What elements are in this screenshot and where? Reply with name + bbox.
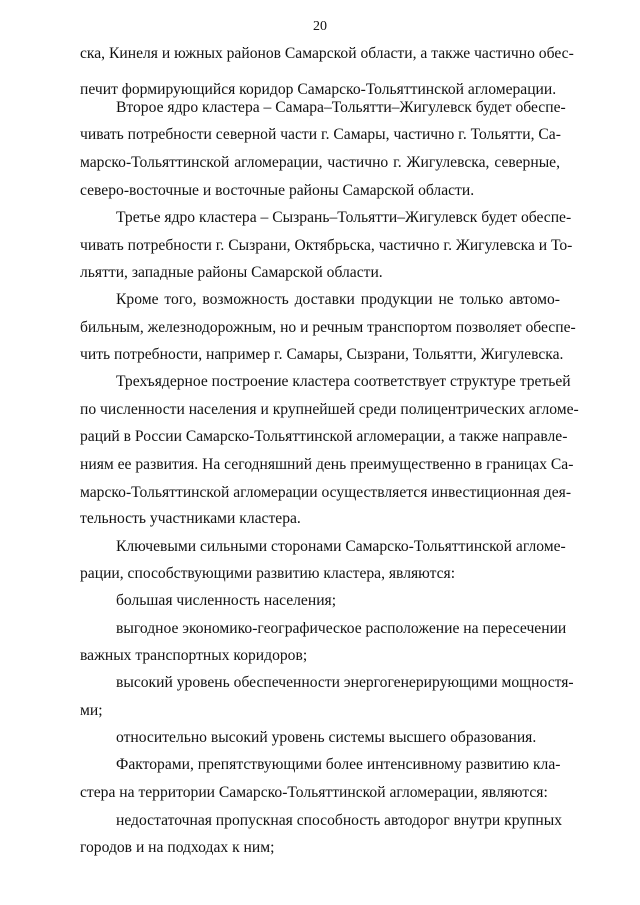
list-item: относительно высокий уровень системы высшего образования. xyxy=(116,729,537,746)
text-line: рации, способствующими развитию кластера, являются: xyxy=(80,565,456,582)
text-line: ска, Кинеля и южных районов Самарской области, а также частично обес- xyxy=(80,45,574,62)
text-line: Ключевыми сильными сторонами Самарско-Тольяттинской агломе- xyxy=(116,538,566,555)
text-line: ниям ее развития. На сегодняшний день преимущественно в границах Са- xyxy=(80,456,574,473)
text-line: марско-Тольяттинской агломерации осуществляется инвестиционная дея- xyxy=(80,484,572,501)
text-line: ми; xyxy=(80,702,103,719)
list-item: недостаточная пропускная способность автодорог внутри крупных xyxy=(116,812,563,829)
text-line: чивать потребности г. Сызрани, Октябрьска, частично г. Жигулевска и То- xyxy=(80,237,573,254)
page-number: 20 xyxy=(313,19,327,34)
text-line: чивать потребности северной части г. Самары, частично г. Тольятти, Са- xyxy=(80,126,561,143)
list-item: большая численность населения; xyxy=(116,592,337,609)
text-line: важных транспортных коридоров; xyxy=(80,647,308,664)
text-line: бильным, железнодорожным, но и речным транспортом позволяет обеспе- xyxy=(80,319,576,336)
text-line: чить потребности, например г. Самары, Сызрани, Тольятти, Жигулевска. xyxy=(80,346,564,363)
text-line: печит формирующийся коридор Самарско-Тольяттинской агломерации. xyxy=(80,81,557,98)
text-line: раций в России Самарско-Тольяттинской агломерации, а также направле- xyxy=(80,428,568,445)
text-line: стера на территории Самарско-Тольяттинской агломерации, являются: xyxy=(80,784,548,801)
text-line: тельность участниками кластера. xyxy=(80,510,301,527)
text-line: северо-восточные и восточные районы Самарской области. xyxy=(80,182,475,199)
text-line: марско-Тольяттинской агломерации, частично г. Жигулевска, северные, xyxy=(80,154,560,171)
list-item: выгодное экономико-географическое расположение на пересечении xyxy=(116,620,567,637)
text-line: городов и на подходах к ним; xyxy=(80,839,275,856)
text-line: по численности населения и крупнейшей среди полицентрических агломе- xyxy=(80,401,579,418)
list-item: высокий уровень обеспеченности энергогенерирующими мощностя- xyxy=(116,674,574,691)
text-line: Третье ядро кластера – Сызрань–Тольятти–Жигулевск будет обеспе- xyxy=(116,209,572,226)
text-line: Факторами, препятствующими более интенсивному развитию кла- xyxy=(116,756,561,773)
text-line: Второе ядро кластера – Самара–Тольятти–Жигулевск будет обеспе- xyxy=(116,99,566,116)
text-line: Трехъядерное построение кластера соответствует структуре третьей xyxy=(116,373,571,390)
text-line: льятти, западные районы Самарской области. xyxy=(80,264,383,281)
text-line: Кроме того, возможность доставки продукции не только автомо- xyxy=(116,291,560,308)
